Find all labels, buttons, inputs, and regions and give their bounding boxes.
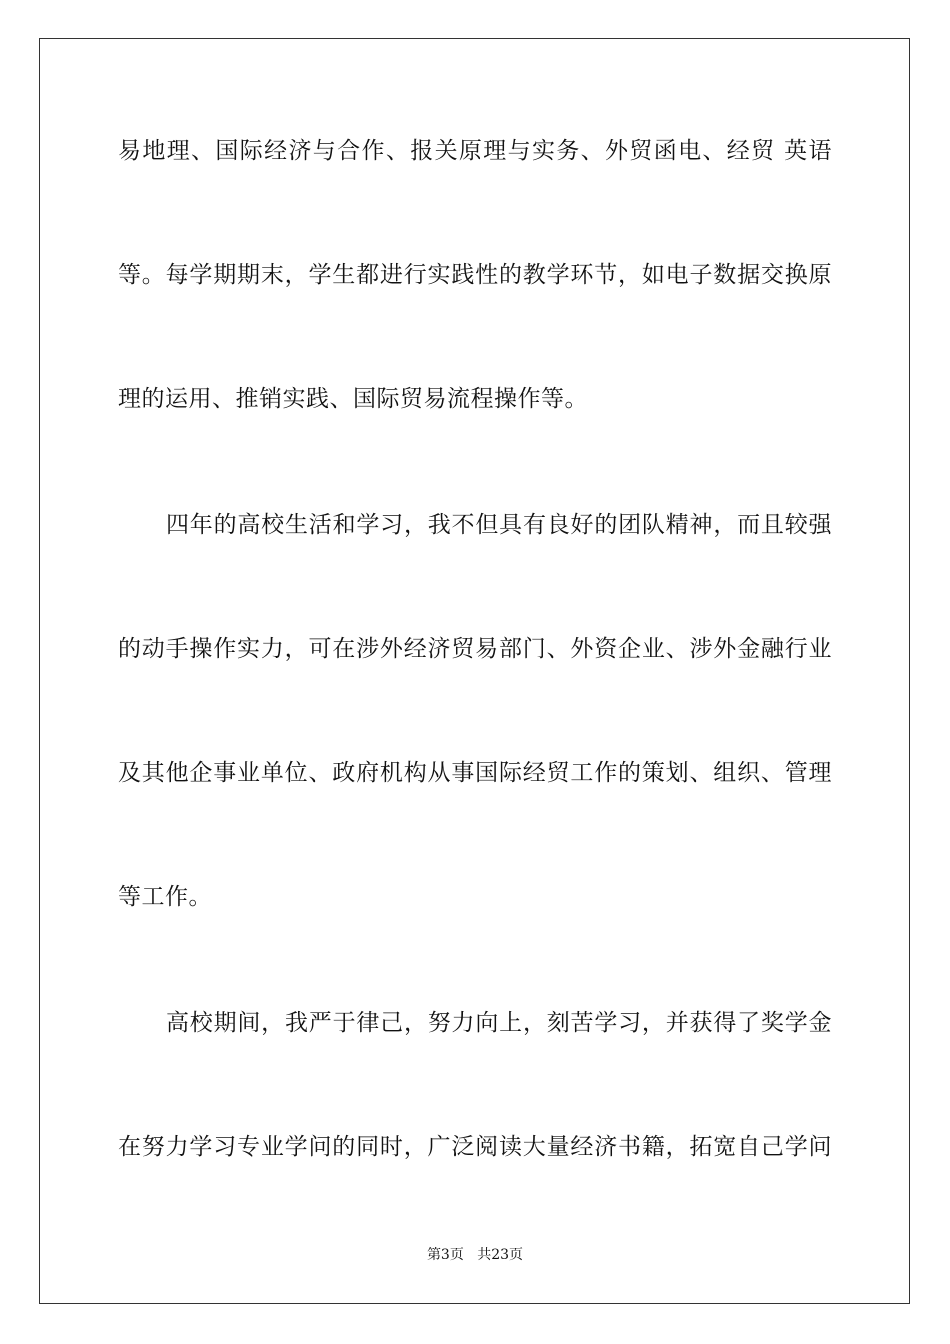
body-text-line: 等。每学期期末，学生都进行实践性的教学环节，如电子数据交换原 <box>118 262 832 288</box>
page-number: 第3页 <box>426 1247 464 1263</box>
body-text-line: 的动手操作实力，可在涉外经济贸易部门、外资企业、涉外金融行业 <box>118 636 832 662</box>
paragraph-start-line: 高校期间，我严于律己，努力向上，刻苦学习，并获得了奖学金 <box>166 1010 832 1036</box>
page-total: 共23页 <box>477 1247 524 1263</box>
body-text-line: 在努力学习专业学问的同时，广泛阅读大量经济书籍，拓宽自己学问 <box>118 1134 832 1160</box>
body-text-line: 及其他企事业单位、政府机构从事国际经贸工作的策划、组织、管理 <box>118 760 832 786</box>
body-text-line: 易地理、国际经济与合作、报关原理与实务、外贸函电、经贸 英语 <box>118 138 832 164</box>
page-footer <box>0 1246 950 1264</box>
paragraph-start-line: 四年的高校生活和学习，我不但具有良好的团队精神，而且较强 <box>166 512 832 538</box>
body-text-line: 等工作。 <box>118 884 212 910</box>
page-border <box>39 38 910 1304</box>
body-text-line: 理的运用、推销实践、国际贸易流程操作等。 <box>118 386 588 412</box>
